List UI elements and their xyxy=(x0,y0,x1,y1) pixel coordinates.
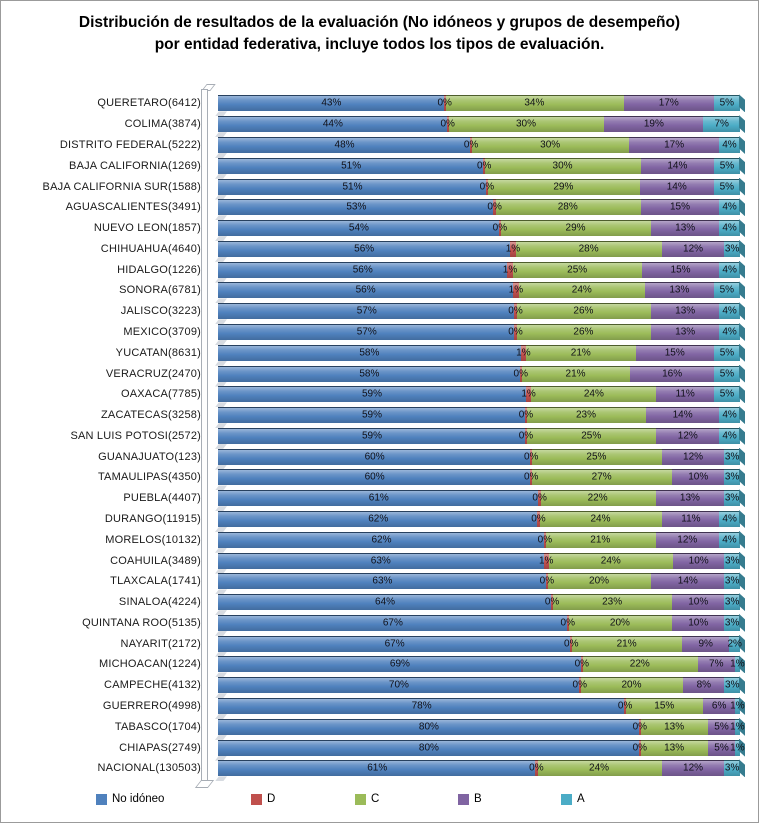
bar-track xyxy=(218,345,740,361)
category-label: DISTRITO FEDERAL(5222) xyxy=(59,138,201,151)
legend-label-a: A xyxy=(577,793,585,805)
value-label: 1% xyxy=(516,347,531,359)
value-label: 67% xyxy=(384,638,405,650)
value-label: 28% xyxy=(557,201,578,213)
value-label: 4% xyxy=(722,409,737,421)
value-label: 48% xyxy=(334,139,355,151)
value-label: 3% xyxy=(724,762,740,774)
value-label: 0% xyxy=(523,451,539,463)
value-label: 13% xyxy=(675,326,696,338)
value-label: 3% xyxy=(725,679,740,691)
value-label: 10% xyxy=(688,596,709,608)
value-label: 17% xyxy=(664,139,685,151)
category-label: PUEBLA(4407) xyxy=(123,492,201,505)
plot-area xyxy=(1,93,758,779)
value-label: 29% xyxy=(565,222,586,234)
value-label: 4% xyxy=(722,326,737,338)
bar-row xyxy=(1,737,745,758)
bar-track xyxy=(218,490,740,506)
bar-row xyxy=(1,405,740,426)
bar-track xyxy=(218,282,740,298)
bar-track xyxy=(218,469,740,485)
value-label: 59% xyxy=(361,409,382,421)
bar-track xyxy=(218,636,740,652)
value-label: 5% xyxy=(719,368,735,380)
value-label: 13% xyxy=(664,721,685,733)
value-label: 5% xyxy=(719,160,735,172)
value-label: 0% xyxy=(492,222,508,234)
value-label: 4% xyxy=(722,534,737,546)
value-label: 15% xyxy=(664,347,685,359)
value-label: 3% xyxy=(724,471,740,483)
category-label: GUANAJUATO(123) xyxy=(98,450,201,463)
bar-track xyxy=(218,262,740,278)
value-label: 15% xyxy=(670,264,691,276)
value-label: 20% xyxy=(589,575,610,587)
value-label: 5% xyxy=(719,181,735,193)
category-label: BAJA CALIFORNIA SUR(1588) xyxy=(42,180,201,193)
bar-track xyxy=(218,719,745,735)
value-label: 4% xyxy=(722,139,737,151)
value-label: 23% xyxy=(575,409,597,421)
value-label: 80% xyxy=(418,721,439,733)
bar-row xyxy=(1,446,740,467)
axis-wall-floor xyxy=(195,780,214,788)
value-label: 51% xyxy=(341,160,362,172)
category-label: OAXACA(7785) xyxy=(120,388,201,401)
bar-track xyxy=(218,220,740,236)
category-label: COAHUILA(3489) xyxy=(110,554,201,567)
category-label: BAJA CALIFORNIA(1269) xyxy=(69,159,201,172)
value-label: 5% xyxy=(719,284,735,296)
category-label: SONORA(6781) xyxy=(119,284,201,297)
value-label: 60% xyxy=(364,451,385,463)
bar-row xyxy=(1,176,740,197)
category-label: CAMPECHE(4132) xyxy=(104,679,201,692)
category-label: NACIONAL(130503) xyxy=(97,762,201,775)
category-label: JALISCO(3223) xyxy=(120,305,201,318)
value-label: 44% xyxy=(322,118,343,130)
bar-row xyxy=(1,238,740,259)
legend-label-no-idoneo: No idóneo xyxy=(112,793,165,805)
legend-label-c: C xyxy=(371,793,380,805)
bar-track xyxy=(218,386,740,402)
value-label: 10% xyxy=(688,471,709,483)
value-label: 5% xyxy=(719,347,735,359)
value-label: 27% xyxy=(591,471,612,483)
value-label: 7% xyxy=(714,118,729,130)
axis-wall xyxy=(201,89,208,781)
category-label: MORELOS(10132) xyxy=(105,533,201,546)
value-label: 62% xyxy=(371,534,392,546)
value-label: 54% xyxy=(348,222,369,234)
legend-swatch-a xyxy=(561,794,572,805)
bar-track xyxy=(218,324,740,340)
value-label: 2% xyxy=(727,638,742,650)
bar-row xyxy=(1,301,740,322)
category-label: NUEVO LEON(1857) xyxy=(93,222,201,235)
category-label: QUINTANA ROO(5135) xyxy=(82,616,201,629)
bar-rows xyxy=(1,93,745,779)
chart-title: Distribución de resultados de la evaluación (No idóneos y grupos de desempeño) por entidad federativa, incluye todos los tipos de evaluación. xyxy=(78,14,681,54)
value-label: 70% xyxy=(388,679,409,691)
value-label: 43% xyxy=(321,97,342,109)
value-label: 30% xyxy=(515,118,536,130)
category-label: TAMAULIPAS(4350) xyxy=(97,471,201,484)
value-label: 5% xyxy=(719,388,735,400)
value-label: 1% xyxy=(505,243,521,255)
value-label: 14% xyxy=(666,181,687,193)
bar-row xyxy=(1,155,740,176)
bar-row xyxy=(1,135,740,156)
bar-track xyxy=(218,158,740,174)
value-label: 13% xyxy=(675,222,696,234)
bar-track xyxy=(218,698,745,714)
bar-track xyxy=(218,511,740,527)
value-label: 58% xyxy=(359,368,380,380)
category-label: GUERRERO(4998) xyxy=(102,700,201,713)
category-label: VERACRUZ(2470) xyxy=(105,367,201,380)
category-label: QUERETARO(6412) xyxy=(97,97,201,110)
bar-track xyxy=(218,740,745,756)
value-label: 34% xyxy=(524,97,545,109)
value-label: 10% xyxy=(688,617,709,629)
bar-track xyxy=(218,573,740,589)
value-label: 9% xyxy=(698,638,713,650)
bar-row xyxy=(1,363,740,384)
value-label: 61% xyxy=(368,492,389,504)
legend-swatch-b xyxy=(458,794,469,805)
value-label: 78% xyxy=(411,700,432,712)
value-label: 5% xyxy=(714,742,729,754)
legend-swatch-no-idoneo xyxy=(96,794,107,805)
value-label: 28% xyxy=(578,243,599,255)
value-label: 59% xyxy=(361,388,382,400)
bar-track xyxy=(218,199,740,215)
bar-track xyxy=(218,760,740,776)
value-label: 0% xyxy=(518,409,534,421)
bar-row xyxy=(1,114,740,135)
bar-track xyxy=(218,407,740,423)
value-label: 26% xyxy=(573,305,594,317)
value-label: 20% xyxy=(621,679,642,691)
bar-track xyxy=(218,428,740,444)
bar-row xyxy=(1,488,740,509)
value-label: 3% xyxy=(724,575,740,587)
value-label: 64% xyxy=(375,596,396,608)
category-label: AGUASCALIENTES(3491) xyxy=(65,201,201,214)
category-label: CHIHUAHUA(4640) xyxy=(100,242,201,255)
value-label: 1% xyxy=(521,388,536,400)
value-label: 12% xyxy=(683,243,704,255)
value-label: 15% xyxy=(654,700,675,712)
value-label: 0% xyxy=(560,617,575,629)
value-label: 63% xyxy=(372,575,393,587)
value-label: 11% xyxy=(675,388,695,400)
bar-row xyxy=(1,716,745,737)
value-label: 21% xyxy=(570,347,591,359)
value-label: 62% xyxy=(368,513,389,525)
value-label: 20% xyxy=(609,617,630,629)
bar-row xyxy=(1,467,740,488)
value-label: 1% xyxy=(502,264,518,276)
bar-row xyxy=(1,592,740,613)
value-label: 0% xyxy=(463,139,479,151)
value-label: 10% xyxy=(688,555,709,567)
value-label: 24% xyxy=(571,284,592,296)
bar-track xyxy=(218,656,745,672)
value-label: 24% xyxy=(590,513,611,525)
value-label: 56% xyxy=(354,243,375,255)
bar-row xyxy=(1,696,745,717)
bar-row xyxy=(1,93,740,114)
value-label: 0% xyxy=(529,762,544,774)
bar-row xyxy=(1,654,745,675)
value-label: 4% xyxy=(722,264,737,276)
value-label: 30% xyxy=(552,160,573,172)
value-label: 12% xyxy=(683,451,704,463)
value-label: 6% xyxy=(711,700,727,712)
value-label: 23% xyxy=(602,596,623,608)
category-label: DURANGO(11915) xyxy=(104,513,201,526)
value-label: 0% xyxy=(537,534,553,546)
value-label: 30% xyxy=(540,139,561,151)
category-label: HIDALGO(1226) xyxy=(117,263,201,276)
value-label: 63% xyxy=(370,555,391,567)
bar-track xyxy=(218,95,740,111)
legend-item-c xyxy=(355,793,379,805)
value-label: 56% xyxy=(352,264,373,276)
value-label: 1% xyxy=(508,284,524,296)
bar-row xyxy=(1,613,740,634)
bar-track xyxy=(218,677,740,693)
legend-item-a xyxy=(561,793,585,805)
bar-track xyxy=(218,594,740,610)
category-label: COLIMA(3874) xyxy=(124,118,201,131)
bar-track xyxy=(218,532,740,548)
value-label: 24% xyxy=(583,388,604,400)
bar-row xyxy=(1,384,740,405)
category-label: SINALOA(4224) xyxy=(118,596,201,609)
value-label: 67% xyxy=(382,617,403,629)
value-label: 8% xyxy=(696,679,712,691)
value-label: 53% xyxy=(346,201,367,213)
value-label: 17% xyxy=(658,97,679,109)
value-label: 0% xyxy=(544,596,560,608)
legend-item-b xyxy=(458,793,482,805)
bar-row xyxy=(1,675,740,696)
value-label: 5% xyxy=(714,721,729,733)
value-label: 14% xyxy=(672,409,693,421)
legend xyxy=(1,790,758,816)
bar-row xyxy=(1,633,740,654)
legend-item-no-idoneo xyxy=(96,793,164,805)
value-label: 57% xyxy=(356,305,377,317)
value-label: 12% xyxy=(677,534,698,546)
value-label: 4% xyxy=(722,513,737,525)
bar-track xyxy=(218,241,740,257)
bar-track xyxy=(218,303,740,319)
value-label: 25% xyxy=(581,430,602,442)
value-label: 0% xyxy=(479,181,495,193)
value-label: 15% xyxy=(669,201,690,213)
value-label: 22% xyxy=(629,658,650,670)
value-label: 13% xyxy=(669,284,690,296)
value-label: 29% xyxy=(553,181,574,193)
value-label: 26% xyxy=(573,326,594,338)
value-label: 0% xyxy=(508,305,523,317)
bar-track xyxy=(218,179,740,195)
value-label: 0% xyxy=(518,430,534,442)
bar-row xyxy=(1,259,740,280)
value-label: 3% xyxy=(724,243,740,255)
legend-swatch-c xyxy=(355,794,366,805)
bar-row xyxy=(1,550,740,571)
value-label: 13% xyxy=(664,742,685,754)
category-label: YUCATAN(8631) xyxy=(115,346,201,359)
bar-row xyxy=(1,218,740,239)
value-label: 4% xyxy=(722,201,737,213)
value-label: 0% xyxy=(564,638,579,650)
value-label: 1% xyxy=(730,658,745,670)
value-label: 14% xyxy=(667,160,688,172)
value-label: 57% xyxy=(356,326,377,338)
value-label: 21% xyxy=(616,638,637,650)
bar-track xyxy=(218,449,740,465)
value-label: 0% xyxy=(513,368,528,380)
value-label: 25% xyxy=(567,264,588,276)
value-label: 16% xyxy=(662,368,683,380)
value-label: 0% xyxy=(539,575,555,587)
bar-track xyxy=(218,137,740,153)
category-label: MICHOACAN(1224) xyxy=(98,658,201,671)
value-label: 51% xyxy=(342,181,363,193)
value-label: 4% xyxy=(722,305,737,317)
value-label: 0% xyxy=(523,471,539,483)
value-label: 12% xyxy=(683,762,704,774)
value-label: 4% xyxy=(722,222,737,234)
legend-label-d: D xyxy=(267,793,276,805)
value-label: 5% xyxy=(719,97,735,109)
bar-row xyxy=(1,571,740,592)
value-label: 80% xyxy=(418,742,439,754)
value-label: 1% xyxy=(730,700,745,712)
category-label: ZACATECAS(3258) xyxy=(101,409,201,422)
value-label: 7% xyxy=(709,658,724,670)
value-label: 21% xyxy=(565,368,586,380)
value-label: 3% xyxy=(724,492,740,504)
value-label: 13% xyxy=(679,492,700,504)
value-label: 14% xyxy=(677,575,698,587)
value-label: 22% xyxy=(587,492,608,504)
value-label: 3% xyxy=(724,617,740,629)
value-label: 24% xyxy=(600,555,621,567)
category-label: SAN LUIS POTOSI(2572) xyxy=(70,429,201,442)
bar-row xyxy=(1,342,740,363)
value-label: 0% xyxy=(508,326,523,338)
category-label: MEXICO(3709) xyxy=(123,325,201,338)
value-label: 0% xyxy=(632,742,648,754)
value-label: 13% xyxy=(675,305,696,317)
value-label: 25% xyxy=(586,451,607,463)
category-label: TLAXCALA(1741) xyxy=(110,575,201,588)
value-label: 3% xyxy=(724,451,740,463)
value-label: 69% xyxy=(389,658,410,670)
value-label: 0% xyxy=(476,160,492,172)
value-label: 56% xyxy=(355,284,376,296)
value-label: 0% xyxy=(617,700,633,712)
value-label: 1% xyxy=(538,555,554,567)
bar-row xyxy=(1,426,740,447)
value-label: 21% xyxy=(590,534,611,546)
value-label: 24% xyxy=(589,762,610,774)
value-label: 0% xyxy=(572,679,588,691)
bar-track xyxy=(218,553,740,569)
value-label: 0% xyxy=(440,118,455,130)
bar-row xyxy=(1,197,740,218)
value-label: 19% xyxy=(643,118,664,130)
bar-track xyxy=(218,366,740,382)
bar-row xyxy=(1,509,740,530)
bar-row xyxy=(1,322,740,343)
category-label: TABASCO(1704) xyxy=(114,720,201,733)
value-label: 58% xyxy=(359,347,380,359)
value-label: 0% xyxy=(531,513,546,525)
bar-depth-shadow xyxy=(215,776,227,781)
value-label: 12% xyxy=(677,430,698,442)
value-label: 61% xyxy=(367,762,388,774)
bar-track xyxy=(218,615,740,631)
value-label: 0% xyxy=(574,658,590,670)
value-label: 0% xyxy=(532,492,547,504)
value-label: 4% xyxy=(722,430,737,442)
category-label: CHIAPAS(2749) xyxy=(119,741,201,754)
legend-swatch-d xyxy=(251,794,262,805)
value-label: 1% xyxy=(730,721,745,733)
value-label: 0% xyxy=(487,201,502,213)
value-label: 60% xyxy=(364,471,385,483)
legend-item-d xyxy=(251,793,275,805)
bar-track xyxy=(218,116,740,132)
category-label: NAYARIT(2172) xyxy=(120,637,201,650)
bar-row xyxy=(1,758,740,779)
value-label: 0% xyxy=(437,97,452,109)
bar-row xyxy=(1,529,740,550)
value-label: 59% xyxy=(361,430,382,442)
value-label: 11% xyxy=(681,513,701,525)
value-label: 0% xyxy=(632,721,648,733)
value-label: 1% xyxy=(730,742,745,754)
bar-row xyxy=(1,280,740,301)
value-label: 3% xyxy=(724,596,740,608)
legend-label-b: B xyxy=(474,793,482,805)
value-label: 3% xyxy=(725,555,740,567)
